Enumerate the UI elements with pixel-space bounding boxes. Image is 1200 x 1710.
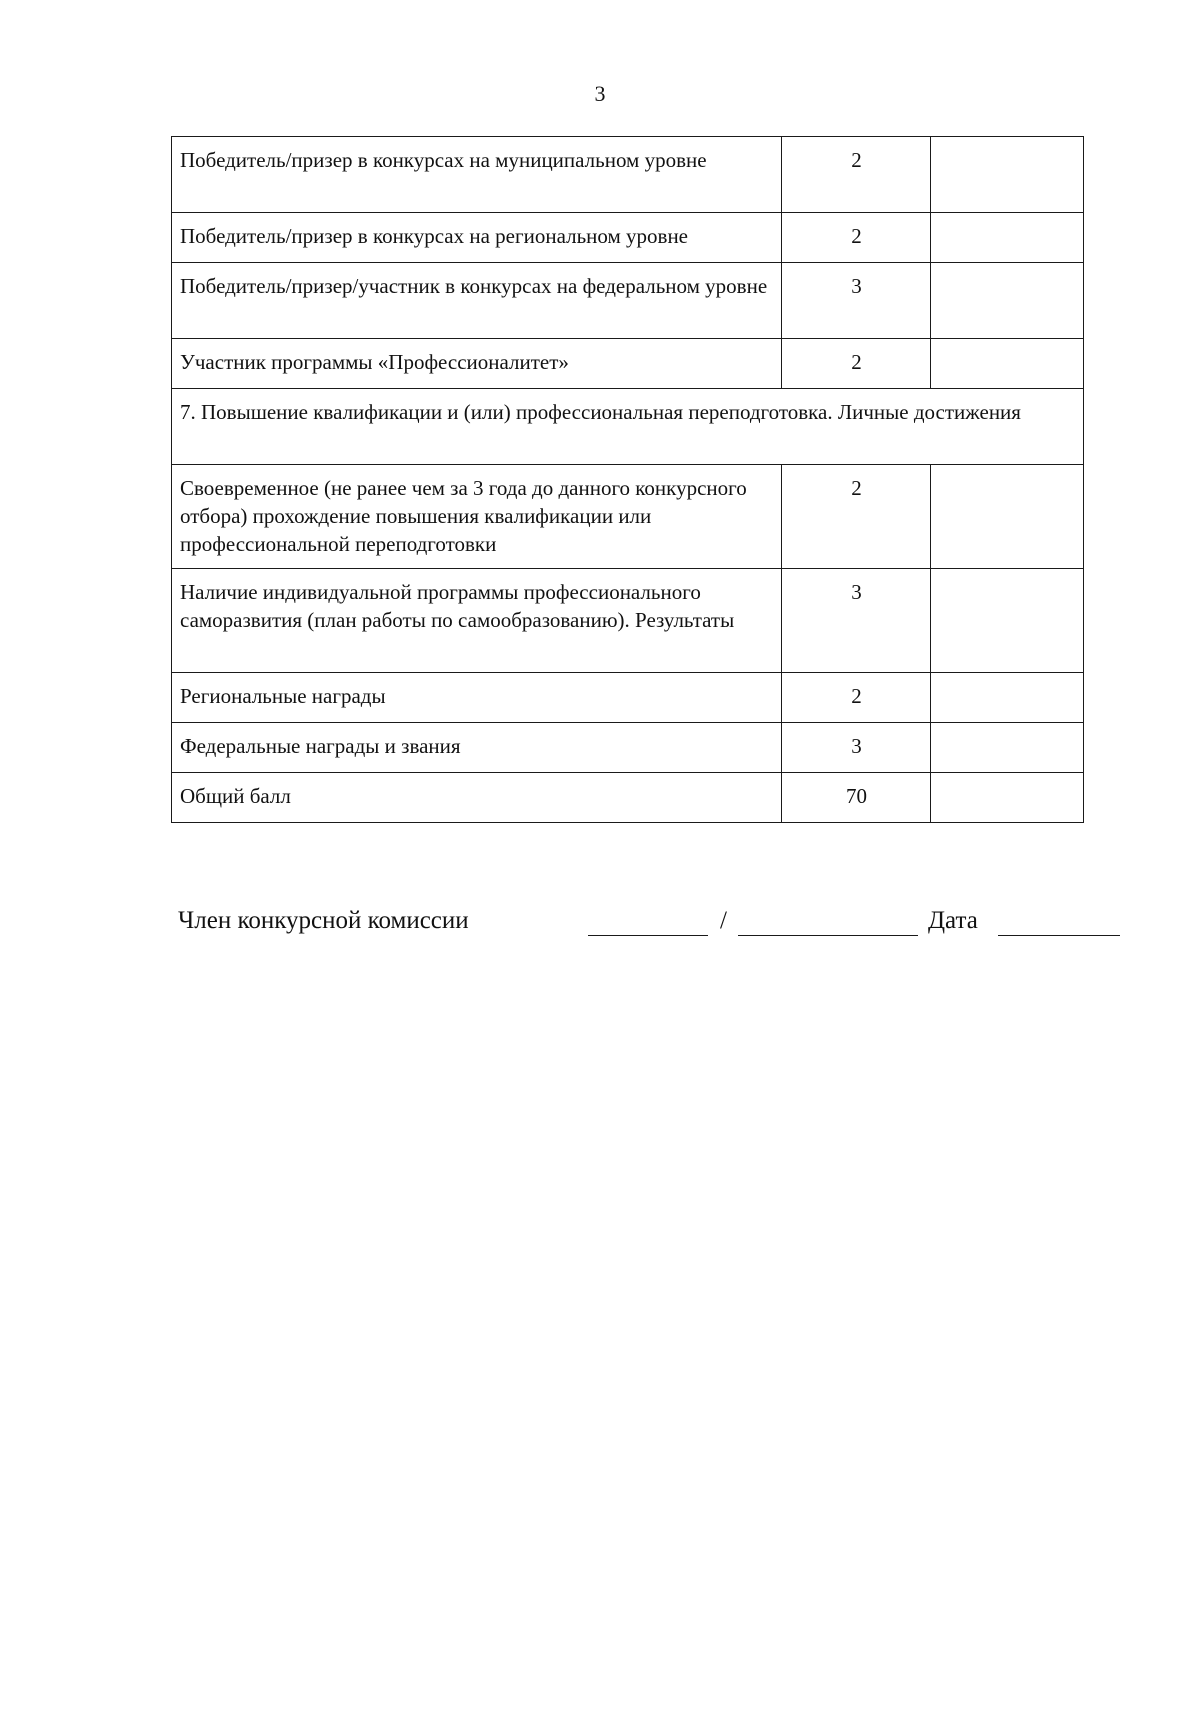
criteria-table [171, 136, 1084, 823]
score-cell [931, 673, 1084, 723]
section-heading: 7. Повышение квалификации и (или) профессиональная переподготовка. Личные достижения [172, 389, 1084, 465]
score-cell [931, 569, 1084, 673]
points-cell: 3 [782, 263, 931, 339]
criterion-cell: Наличие индивидуальной программы профессионального саморазвития (план работы по самообразованию). Результаты [172, 569, 782, 673]
total-score-cell [931, 773, 1084, 823]
score-cell [931, 339, 1084, 389]
date-label: Дата [928, 907, 978, 934]
points-cell: 3 [782, 723, 931, 773]
criterion-cell: Победитель/призер в конкурсах на региональном уровне [172, 213, 782, 263]
table-row [172, 213, 1084, 263]
points-cell: 2 [782, 213, 931, 263]
date-line [998, 935, 1120, 936]
points-cell: 2 [782, 339, 931, 389]
points-cell: 3 [782, 569, 931, 673]
criterion-cell: Победитель/призер в конкурсах на муниципальном уровне [172, 137, 782, 213]
page-number: 3 [594, 81, 606, 106]
signature-separator: / [720, 907, 727, 934]
score-cell [931, 213, 1084, 263]
total-row [172, 773, 1084, 823]
score-cell [931, 723, 1084, 773]
total-label-cell: Общий балл [172, 773, 782, 823]
score-cell [931, 137, 1084, 213]
table-row [172, 339, 1084, 389]
table-row [172, 137, 1084, 213]
criterion-cell: Федеральные награды и звания [172, 723, 782, 773]
score-cell [931, 465, 1084, 569]
points-cell: 2 [782, 673, 931, 723]
criterion-cell: Региональные награды [172, 673, 782, 723]
table-row [172, 723, 1084, 773]
table-row [172, 465, 1084, 569]
table-row [172, 263, 1084, 339]
criterion-cell: Своевременное (не ранее чем за 3 года до данного конкурсного отбора) прохождение повышения квалификации или профессиональной переподготовки [172, 465, 782, 569]
points-cell: 2 [782, 137, 931, 213]
table-row [172, 673, 1084, 723]
section-row [172, 389, 1084, 465]
name-line [738, 935, 918, 936]
criterion-cell: Участник программы «Профессионалитет» [172, 339, 782, 389]
points-cell: 2 [782, 465, 931, 569]
commission-member-label: Член конкурсной комиссии [178, 907, 469, 934]
total-points-cell: 70 [782, 773, 931, 823]
table-row [172, 569, 1084, 673]
signature-line [588, 935, 708, 936]
criterion-cell: Победитель/призер/участник в конкурсах на федеральном уровне [172, 263, 782, 339]
signature-block [178, 905, 1128, 945]
score-cell [931, 263, 1084, 339]
